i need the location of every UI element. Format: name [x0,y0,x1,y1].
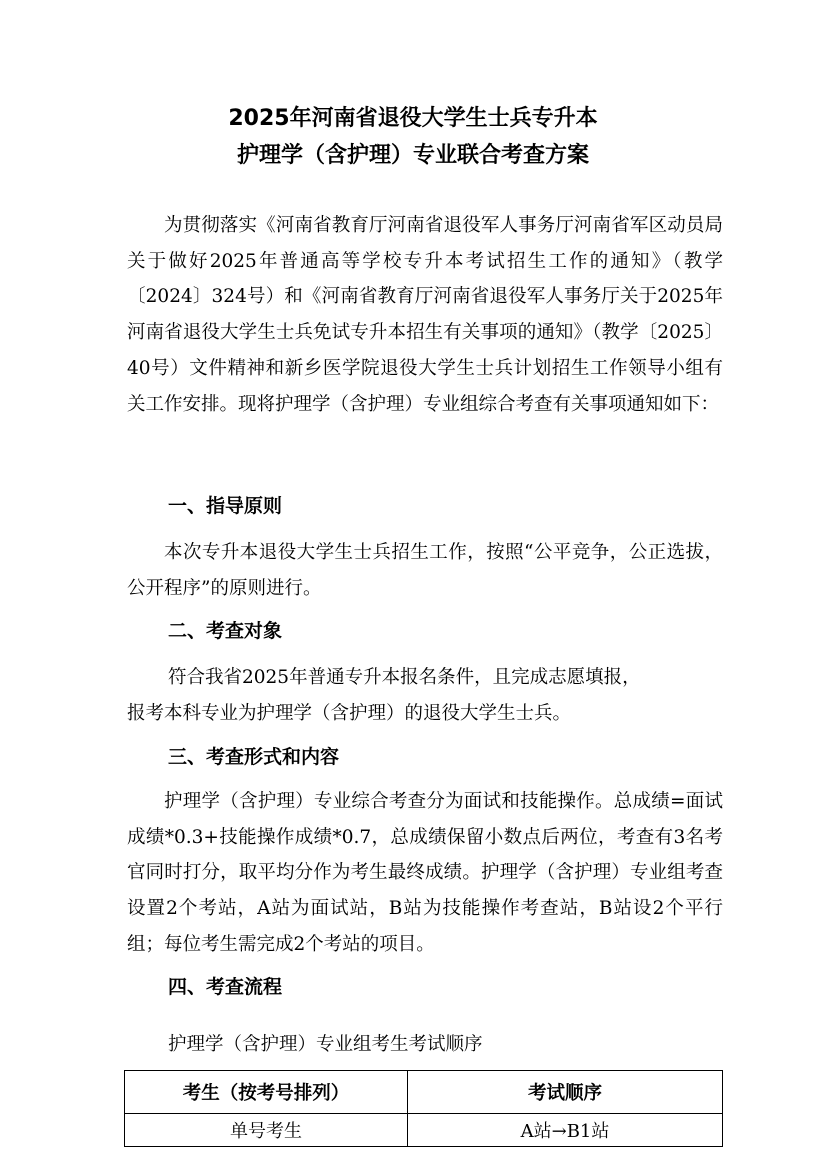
section-heading-format: 三、考查形式和内容 [168,746,340,768]
document-title-line2: 护理学（含护理）专业联合考查方案 [236,143,589,168]
section-body-format: 护理学（含护理）专业综合考查分为面试和技能操作。总成绩=面试成绩*0.3+技能操作成绩*0.7，总成绩保留小数点后两位，考查有3名考官同时打分，取平均分作为考生最终成绩。护理学（含护理）专业组考查设置2个考站，A站为面试站，B站为技能操作考查站，B站设2个平行组；每位考生需完成2个考站的项目。 [127,791,723,955]
table-row [125,1114,723,1147]
exam-order-table [124,1070,723,1147]
table-cell: 单号考生 [125,1114,408,1147]
section-body-targets-line2: 报考本科专业为护理学（含护理）的退役大学生士兵。 [127,703,572,724]
table-header-row [125,1071,723,1114]
section-body-targets-line1: 符合我省2025年普通专升本报名条件，且完成志愿填报， [168,667,641,688]
document-title-line1: 2025年河南省退役大学生士兵专升本 [228,106,598,131]
table-header-cell: 考试顺序 [408,1071,723,1114]
section-heading-process: 四、考查流程 [168,976,283,998]
table-caption: 护理学（含护理）专业组考生考试顺序 [168,1034,483,1055]
section-heading-targets: 二、考查对象 [168,620,283,642]
section-body-principles: 本次专升本退役大学生士兵招生工作，按照“公平竞争，公正选拔，公开程序”的原则进行。 [127,542,723,599]
table-header-cell: 考生（按考号排列） [125,1071,408,1114]
section-heading-principles: 一、指导原则 [168,495,283,517]
table-cell: A站→B1站 [408,1114,723,1147]
intro-paragraph: 为贯彻落实《河南省教育厅河南省退役军人事务厅河南省军区动员局关于做好2025年普通高等学校专升本考试招生工作的通知》（教学〔2024〕324号）和《河南省教育厅河南省退役军人事务厅关于2025年河南省退役大学生士兵免试专升本招生有关事项的通知》（教学〔2025〕40号）文件精神和新乡医学院退役大学生士兵计划招生工作领导小组有关工作安排。现将护理学（含护理）专业组综合考查有关事项通知如下： [127,215,723,415]
